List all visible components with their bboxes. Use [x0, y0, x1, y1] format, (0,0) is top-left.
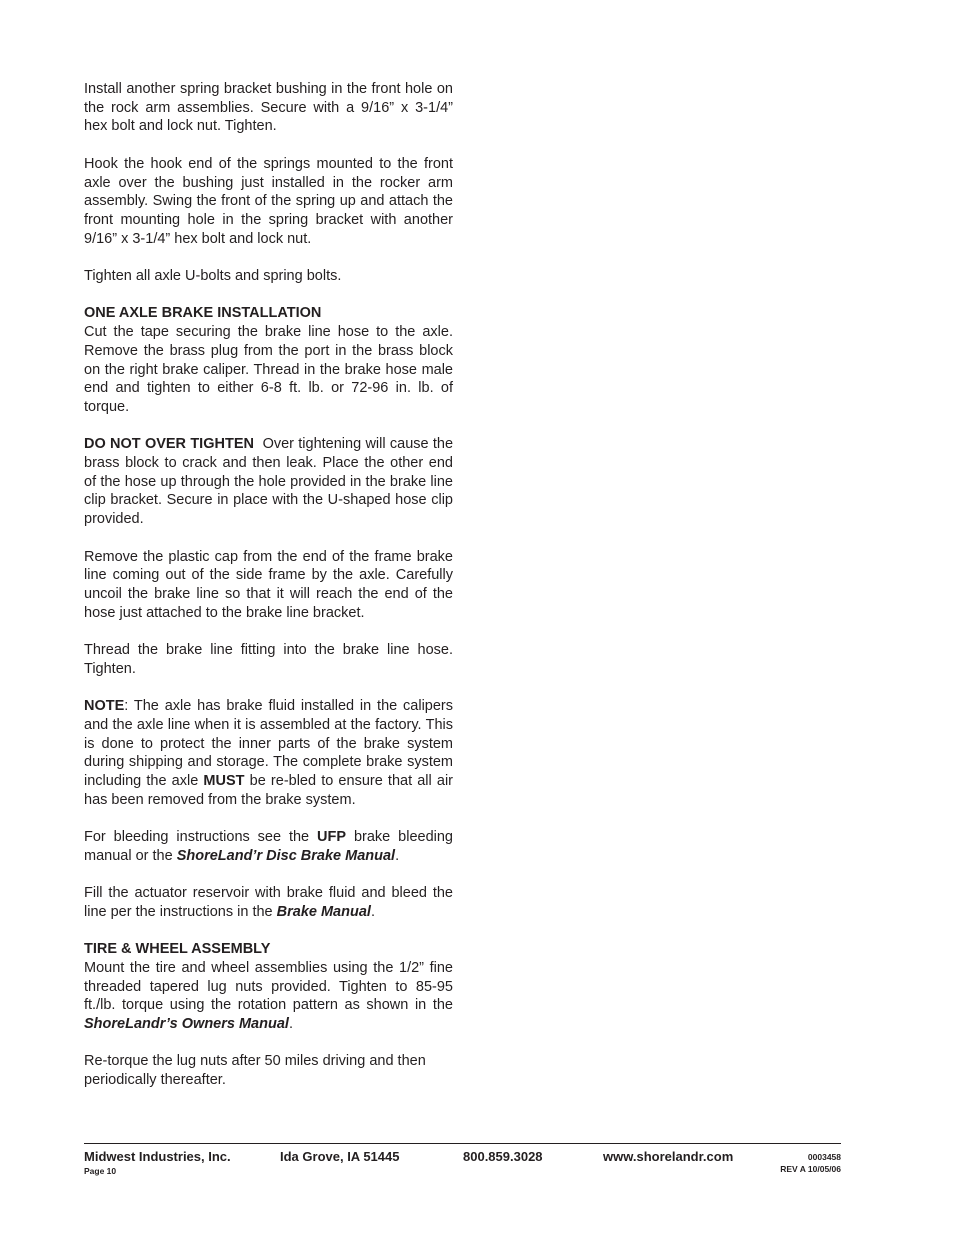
brake-manual-title: Brake Manual — [276, 903, 371, 920]
mount-text-b: . — [288, 1016, 293, 1032]
note-label: NOTE — [84, 698, 125, 715]
footer-website[interactable]: www.shorelandr.com — [603, 1149, 734, 1164]
paragraph-mount-tires — [84, 959, 453, 1034]
footer-doc-number: 0003458 — [807, 1152, 841, 1162]
reservoir-text-b: . — [370, 903, 375, 920]
paragraph-brake-hose: Cut the tape securing the brake line hose to the axle. Remove the brass plug from the port in the brass block on the right brake caliper. Thread in the brake hose male end and tighten to either 6-8 ft. lb. or 72-96 in. lb. of torque. — [84, 324, 453, 415]
paragraph-note — [84, 697, 453, 809]
reservoir-text-a: Fill the actuator reservoir with brake fluid and bleed the line per the instructions in the — [84, 885, 453, 920]
heading-brake-installation: ONE AXLE BRAKE INSTALLATION — [84, 305, 322, 322]
main-column — [84, 80, 453, 1108]
paragraph-bleeding-instructions — [84, 828, 453, 865]
disc-brake-manual-title: ShoreLand’r Disc Brake Manual — [176, 847, 396, 864]
paragraph-actuator-reservoir — [84, 884, 453, 921]
footer-phone: 800.859.3028 — [463, 1149, 543, 1164]
note-text-a: : The axle has brake fluid installed in the calipers and the axle line when it is assembled at the factory. This is done to protect the inner parts of the brake system during shipping and storage. The complete brake system including the axle — [84, 698, 453, 789]
bleeding-text-a: For bleeding instructions see the — [84, 829, 318, 845]
must-emphasis: MUST — [203, 772, 245, 789]
ufp-emphasis: UFP — [317, 829, 347, 845]
bleeding-text-b: brake bleeding manual or the — [84, 829, 453, 864]
footer-company: Midwest Industries, Inc. — [84, 1149, 231, 1164]
footer-location: Ida Grove, IA 51445 — [280, 1149, 400, 1164]
mount-text-a: Mount the tire and wheel assemblies using the 1/2” fine threaded tapered lug nuts provided. Tighten to 85-95 ft./lb. torque using the rotation pattern as shown in the — [84, 959, 453, 1014]
paragraph-tighten-bolts: Tighten all axle U-bolts and spring bolts. — [84, 268, 342, 284]
owners-manual-title: ShoreLandr’s Owners Manual — [84, 1016, 289, 1032]
paragraph-spring-bushing: Install another spring bracket bushing in the front hole on the rock arm assemblies. Secure with a 9/16” x 3-1/4” hex bolt and lock nut. Tighten. — [84, 81, 453, 135]
heading-tire-wheel: TIRE & WHEEL ASSEMBLY — [84, 941, 271, 958]
footer-page-number: Page 10 — [84, 1166, 117, 1176]
paragraph-do-not-over-tighten — [84, 435, 453, 529]
page-footer — [84, 1143, 841, 1176]
note-text-b: be re-bled to ensure that all air has been removed from the brake system. — [84, 772, 454, 808]
warning-text: Over tightening will cause the brass block to crack and then leak. Place the other end of the hose up through the hole provided in the brake line clip bracket. Secure in place with the U-shaped hose clip provided. — [84, 436, 454, 528]
bleeding-text-c: . — [395, 847, 400, 864]
footer-revision: REV A 10/05/06 — [780, 1164, 841, 1174]
paragraph-retorque: Re-torque the lug nuts after 50 miles driving and then periodically thereafter. — [84, 1053, 426, 1089]
warning-label: DO NOT OVER TIGHTEN — [84, 436, 254, 453]
paragraph-plastic-cap: Remove the plastic cap from the end of the frame brake line coming out of the side frame by the axle. Carefully uncoil the brake line so that it will reach the end of the hose just attached to the brake line bracket. — [84, 548, 453, 621]
paragraph-thread-fitting: Thread the brake line fitting into the brake line hose. Tighten. — [84, 642, 453, 677]
paragraph-hook-springs: Hook the hook end of the springs mounted to the front axle over the bushing just installed in the rocker arm assembly. Swing the front of the spring up and attach the front mounting hole in the spring bracket with another 9/16” x 3-1/4” hex bolt and lock nut. — [84, 155, 453, 247]
